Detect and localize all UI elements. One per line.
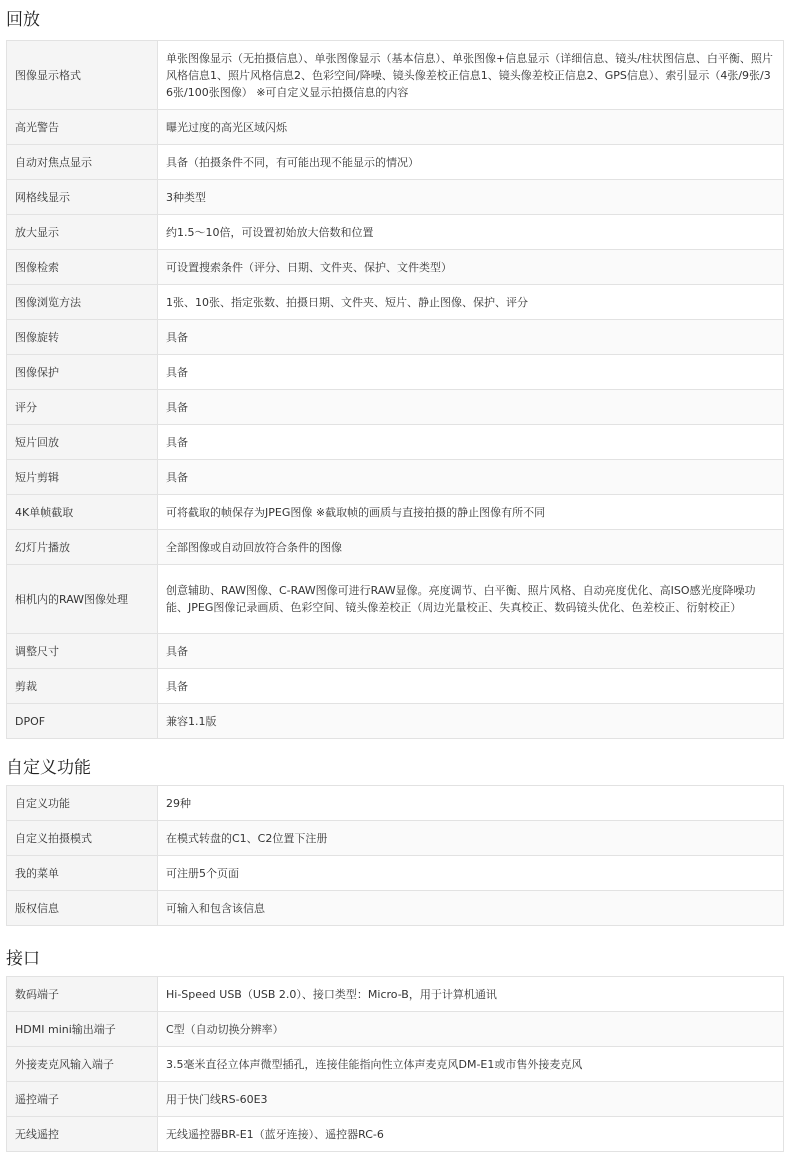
row-value: Hi-Speed USB（USB 2.0）、接口类型：Micro-B，用于计算机通讯 [158, 977, 784, 1012]
row-value: 1张、10张、指定张数、拍摄日期、文件夹、短片、静止图像、保护、评分 [158, 285, 784, 320]
row-label: 放大显示 [7, 215, 158, 250]
row-value: 具备 [158, 634, 784, 669]
row-value: 单张图像显示（无拍摄信息）、单张图像显示（基本信息）、单张图像+信息显示（详细信息、镜头/柱状图信息、白平衡、照片风格信息1、照片风格信息2、色彩空间/降噪、镜头像差校正信息1、镜头像差校正信息2、GPS信息）、索引显示（4张/9张/36张/100张图像） ※可自定义显示拍摄信息的内容 [158, 41, 784, 110]
table-row [7, 285, 784, 320]
spec-table-playback [6, 40, 784, 739]
row-label: 短片剪辑 [7, 460, 158, 495]
table-row [7, 704, 784, 739]
row-value: 具备 [158, 355, 784, 390]
table-row [7, 1117, 784, 1152]
row-label: 外接麦克风输入端子 [7, 1047, 158, 1082]
row-label: 相机内的RAW图像处理 [7, 565, 158, 634]
section-title: 自定义功能 [6, 758, 91, 778]
table-row [7, 530, 784, 565]
table-row [7, 1082, 784, 1117]
table-row [7, 977, 784, 1012]
row-value: 可注册5个页面 [158, 856, 784, 891]
row-value: 具备 [158, 390, 784, 425]
row-label: 遥控端子 [7, 1082, 158, 1117]
row-label: 无线遥控 [7, 1117, 158, 1152]
row-value: 具备（拍摄条件不同，有可能出现不能显示的情况） [158, 145, 784, 180]
spec-table-interfaces [6, 976, 784, 1152]
row-value: 约1.5～10倍，可设置初始放大倍数和位置 [158, 215, 784, 250]
row-value: 具备 [158, 669, 784, 704]
row-value: C型（自动切换分辨率） [158, 1012, 784, 1047]
table-row [7, 180, 784, 215]
table-row [7, 110, 784, 145]
row-label: 自定义拍摄模式 [7, 821, 158, 856]
section-title: 接口 [6, 949, 40, 969]
row-label: 4K单帧截取 [7, 495, 158, 530]
row-value: 兼容1.1版 [158, 704, 784, 739]
table-row [7, 669, 784, 704]
row-value: 可将截取的帧保存为JPEG图像 ※截取帧的画质与直接拍摄的静止图像有所不同 [158, 495, 784, 530]
row-label: 剪裁 [7, 669, 158, 704]
table-row [7, 215, 784, 250]
row-value: 可输入和包含该信息 [158, 891, 784, 926]
table-row [7, 565, 784, 634]
row-value: 29种 [158, 786, 784, 821]
row-label: 评分 [7, 390, 158, 425]
row-value: 无线遥控器BR-E1（蓝牙连接）、遥控器RC-6 [158, 1117, 784, 1152]
row-label: 高光警告 [7, 110, 158, 145]
row-label: 自定义功能 [7, 786, 158, 821]
row-value: 用于快门线RS-60E3 [158, 1082, 784, 1117]
row-label: 幻灯片播放 [7, 530, 158, 565]
table-row [7, 41, 784, 110]
row-label: 图像显示格式 [7, 41, 158, 110]
row-label: HDMI mini输出端子 [7, 1012, 158, 1047]
table-row [7, 250, 784, 285]
row-label: DPOF [7, 704, 158, 739]
row-label: 图像保护 [7, 355, 158, 390]
row-label: 版权信息 [7, 891, 158, 926]
row-label: 数码端子 [7, 977, 158, 1012]
row-label: 图像浏览方法 [7, 285, 158, 320]
row-value: 创意辅助、RAW图像、C-RAW图像可进行RAW显像。亮度调节、白平衡、照片风格、自动亮度优化、高ISO感光度降噪功能、JPEG图像记录画质、色彩空间、镜头像差校正（周边光量校正、失真校正、数码镜头优化、色差校正、衍射校正） [158, 565, 784, 634]
row-value: 具备 [158, 320, 784, 355]
row-value: 3.5毫米直径立体声微型插孔，连接佳能指向性立体声麦克风DM-E1或市售外接麦克风 [158, 1047, 784, 1082]
spec-table-custom [6, 785, 784, 926]
table-row [7, 786, 784, 821]
table-row [7, 821, 784, 856]
row-label: 图像检索 [7, 250, 158, 285]
row-value: 曝光过度的高光区域闪烁 [158, 110, 784, 145]
row-label: 自动对焦点显示 [7, 145, 158, 180]
table-row [7, 425, 784, 460]
row-value: 3种类型 [158, 180, 784, 215]
table-row [7, 460, 784, 495]
table-row [7, 1047, 784, 1082]
row-label: 我的菜单 [7, 856, 158, 891]
table-row [7, 891, 784, 926]
row-value: 可设置搜索条件（评分、日期、文件夹、保护、文件类型） [158, 250, 784, 285]
row-value: 全部图像或自动回放符合条件的图像 [158, 530, 784, 565]
table-row [7, 495, 784, 530]
table-row [7, 320, 784, 355]
table-row [7, 856, 784, 891]
table-row [7, 1012, 784, 1047]
table-row [7, 145, 784, 180]
row-value: 在模式转盘的C1、C2位置下注册 [158, 821, 784, 856]
table-row [7, 634, 784, 669]
row-label: 短片回放 [7, 425, 158, 460]
table-row [7, 390, 784, 425]
row-label: 调整尺寸 [7, 634, 158, 669]
table-row [7, 355, 784, 390]
row-value: 具备 [158, 460, 784, 495]
row-label: 网格线显示 [7, 180, 158, 215]
row-label: 图像旋转 [7, 320, 158, 355]
section-title: 回放 [6, 10, 40, 30]
row-value: 具备 [158, 425, 784, 460]
